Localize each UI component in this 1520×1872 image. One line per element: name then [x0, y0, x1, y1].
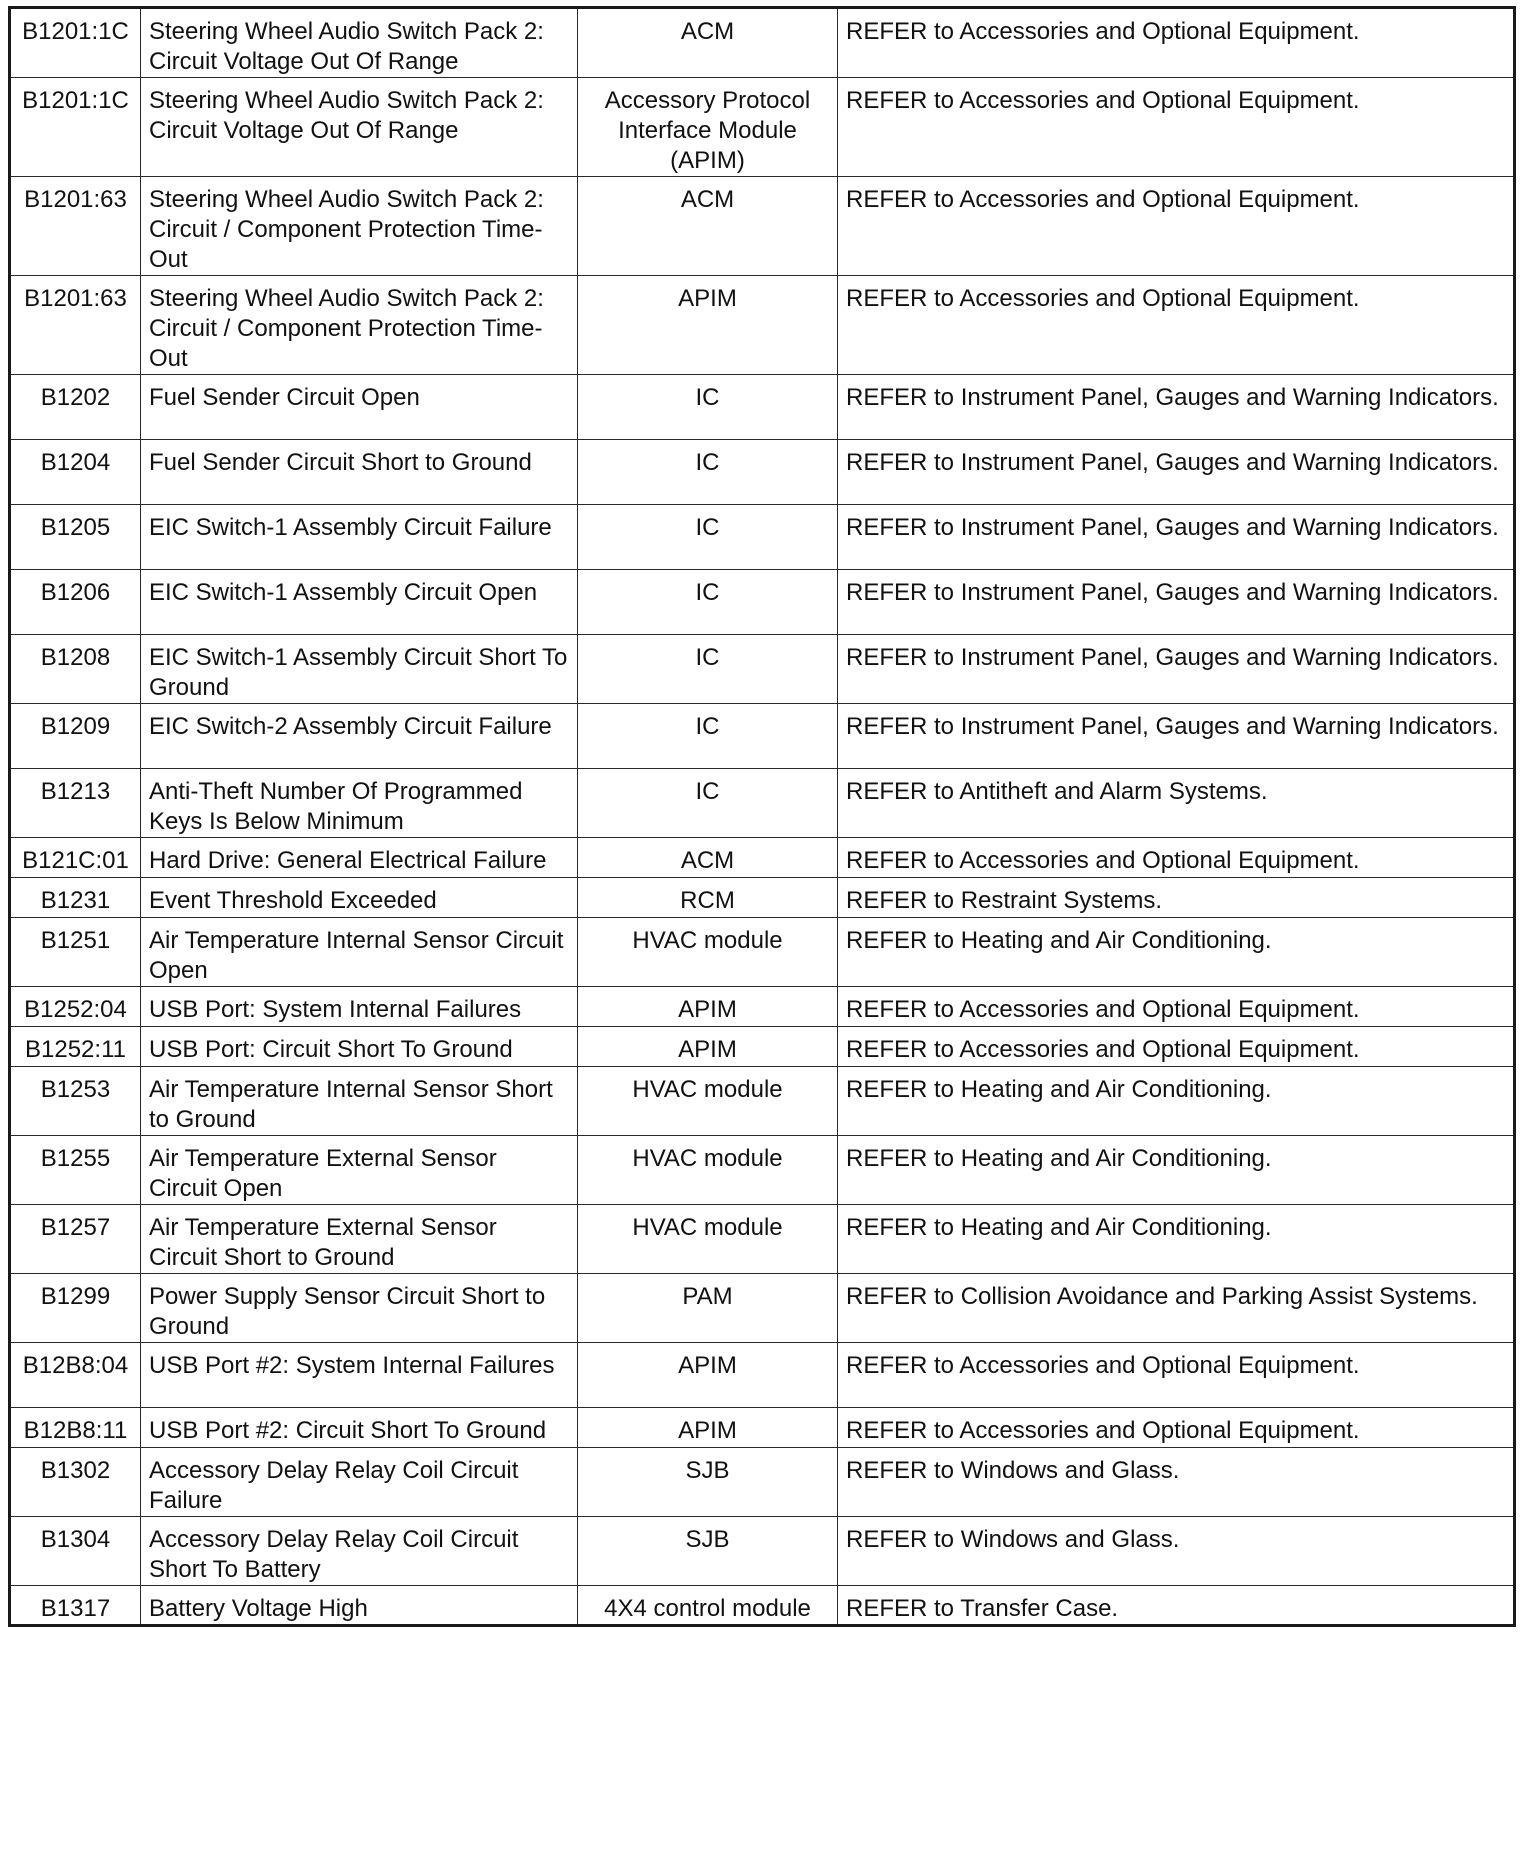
dtc-description-cell: USB Port #2: Circuit Short To Ground	[141, 1408, 578, 1448]
action-cell: REFER to Heating and Air Conditioning.	[838, 1205, 1515, 1274]
dtc-code-cell: B1299	[10, 1274, 141, 1343]
dtc-code-cell: B1253	[10, 1067, 141, 1136]
dtc-description-cell: Power Supply Sensor Circuit Short to Ground	[141, 1274, 578, 1343]
action-cell: REFER to Heating and Air Conditioning.	[838, 1067, 1515, 1136]
table-row	[10, 878, 1515, 918]
dtc-description-cell: EIC Switch-1 Assembly Circuit Failure	[141, 505, 578, 570]
action-cell: REFER to Accessories and Optional Equipment.	[838, 987, 1515, 1027]
dtc-description-cell: Steering Wheel Audio Switch Pack 2: Circuit / Component Protection Time-Out	[141, 177, 578, 276]
module-cell: IC	[578, 570, 838, 635]
action-cell: REFER to Accessories and Optional Equipment.	[838, 1408, 1515, 1448]
module-cell: ACM	[578, 8, 838, 78]
module-cell: HVAC module	[578, 1067, 838, 1136]
table-row	[10, 1586, 1515, 1626]
module-cell: APIM	[578, 276, 838, 375]
action-cell: REFER to Heating and Air Conditioning.	[838, 1136, 1515, 1205]
action-cell: REFER to Collision Avoidance and Parking Assist Systems.	[838, 1274, 1515, 1343]
table-row	[10, 1205, 1515, 1274]
dtc-code-cell: B1255	[10, 1136, 141, 1205]
module-cell: SJB	[578, 1448, 838, 1517]
dtc-code-cell: B1252:11	[10, 1027, 141, 1067]
dtc-code-cell: B1205	[10, 505, 141, 570]
dtc-description-cell: Fuel Sender Circuit Open	[141, 375, 578, 440]
action-cell: REFER to Instrument Panel, Gauges and Warning Indicators.	[838, 375, 1515, 440]
action-cell: REFER to Instrument Panel, Gauges and Warning Indicators.	[838, 505, 1515, 570]
dtc-description-cell: USB Port: Circuit Short To Ground	[141, 1027, 578, 1067]
table-row	[10, 440, 1515, 505]
dtc-table	[8, 6, 1516, 1627]
table-row	[10, 78, 1515, 177]
table-row	[10, 838, 1515, 878]
dtc-code-cell: B1251	[10, 918, 141, 987]
dtc-code-cell: B1201:63	[10, 276, 141, 375]
dtc-description-cell: Steering Wheel Audio Switch Pack 2: Circuit / Component Protection Time-Out	[141, 276, 578, 375]
table-row	[10, 505, 1515, 570]
dtc-description-cell: Fuel Sender Circuit Short to Ground	[141, 440, 578, 505]
dtc-code-cell: B1202	[10, 375, 141, 440]
action-cell: REFER to Transfer Case.	[838, 1586, 1515, 1626]
table-row	[10, 375, 1515, 440]
dtc-code-cell: B1201:63	[10, 177, 141, 276]
dtc-description-cell: Air Temperature Internal Sensor Short to Ground	[141, 1067, 578, 1136]
dtc-description-cell: EIC Switch-1 Assembly Circuit Short To Ground	[141, 635, 578, 704]
dtc-code-cell: B1208	[10, 635, 141, 704]
table-row	[10, 918, 1515, 987]
dtc-description-cell: EIC Switch-1 Assembly Circuit Open	[141, 570, 578, 635]
action-cell: REFER to Accessories and Optional Equipment.	[838, 78, 1515, 177]
dtc-code-cell: B121C:01	[10, 838, 141, 878]
module-cell: HVAC module	[578, 918, 838, 987]
dtc-code-cell: B1302	[10, 1448, 141, 1517]
module-cell: HVAC module	[578, 1205, 838, 1274]
dtc-code-cell: B1201:1C	[10, 8, 141, 78]
module-cell: APIM	[578, 987, 838, 1027]
action-cell: REFER to Accessories and Optional Equipment.	[838, 8, 1515, 78]
dtc-description-cell: Steering Wheel Audio Switch Pack 2: Circuit Voltage Out Of Range	[141, 78, 578, 177]
action-cell: REFER to Instrument Panel, Gauges and Warning Indicators.	[838, 440, 1515, 505]
module-cell: Accessory Protocol Interface Module (APIM)	[578, 78, 838, 177]
action-cell: REFER to Antitheft and Alarm Systems.	[838, 769, 1515, 838]
dtc-description-cell: Accessory Delay Relay Coil Circuit Short To Battery	[141, 1517, 578, 1586]
dtc-description-cell: Air Temperature External Sensor Circuit Open	[141, 1136, 578, 1205]
dtc-description-cell: Anti-Theft Number Of Programmed Keys Is Below Minimum	[141, 769, 578, 838]
dtc-code-cell: B12B8:04	[10, 1343, 141, 1408]
table-row	[10, 1274, 1515, 1343]
module-cell: IC	[578, 375, 838, 440]
dtc-description-cell: USB Port #2: System Internal Failures	[141, 1343, 578, 1408]
action-cell: REFER to Accessories and Optional Equipment.	[838, 838, 1515, 878]
action-cell: REFER to Windows and Glass.	[838, 1517, 1515, 1586]
table-row	[10, 1136, 1515, 1205]
table-row	[10, 704, 1515, 769]
dtc-description-cell: EIC Switch-2 Assembly Circuit Failure	[141, 704, 578, 769]
module-cell: APIM	[578, 1027, 838, 1067]
dtc-description-cell: USB Port: System Internal Failures	[141, 987, 578, 1027]
action-cell: REFER to Windows and Glass.	[838, 1448, 1515, 1517]
module-cell: APIM	[578, 1408, 838, 1448]
table-row	[10, 769, 1515, 838]
module-cell: IC	[578, 635, 838, 704]
table-row	[10, 635, 1515, 704]
table-row	[10, 570, 1515, 635]
action-cell: REFER to Accessories and Optional Equipment.	[838, 1343, 1515, 1408]
dtc-description-cell: Accessory Delay Relay Coil Circuit Failure	[141, 1448, 578, 1517]
dtc-code-cell: B1204	[10, 440, 141, 505]
dtc-code-cell: B1206	[10, 570, 141, 635]
dtc-description-cell: Event Threshold Exceeded	[141, 878, 578, 918]
module-cell: ACM	[578, 838, 838, 878]
table-row	[10, 1448, 1515, 1517]
dtc-description-cell: Air Temperature Internal Sensor Circuit Open	[141, 918, 578, 987]
dtc-description-cell: Steering Wheel Audio Switch Pack 2: Circuit Voltage Out Of Range	[141, 8, 578, 78]
dtc-code-cell: B1257	[10, 1205, 141, 1274]
dtc-code-cell: B1213	[10, 769, 141, 838]
dtc-code-cell: B1317	[10, 1586, 141, 1626]
table-row	[10, 1343, 1515, 1408]
action-cell: REFER to Instrument Panel, Gauges and Warning Indicators.	[838, 570, 1515, 635]
dtc-table-body	[10, 8, 1515, 1626]
table-row	[10, 987, 1515, 1027]
module-cell: PAM	[578, 1274, 838, 1343]
module-cell: SJB	[578, 1517, 838, 1586]
dtc-description-cell: Hard Drive: General Electrical Failure	[141, 838, 578, 878]
module-cell: HVAC module	[578, 1136, 838, 1205]
dtc-description-cell: Battery Voltage High	[141, 1586, 578, 1626]
action-cell: REFER to Instrument Panel, Gauges and Warning Indicators.	[838, 704, 1515, 769]
dtc-code-cell: B1304	[10, 1517, 141, 1586]
table-row	[10, 1408, 1515, 1448]
module-cell: IC	[578, 440, 838, 505]
module-cell: IC	[578, 769, 838, 838]
module-cell: ACM	[578, 177, 838, 276]
module-cell: IC	[578, 704, 838, 769]
module-cell: 4X4 control module	[578, 1586, 838, 1626]
module-cell: IC	[578, 505, 838, 570]
table-row	[10, 1067, 1515, 1136]
table-row	[10, 1517, 1515, 1586]
table-row	[10, 8, 1515, 78]
module-cell: RCM	[578, 878, 838, 918]
dtc-code-cell: B1201:1C	[10, 78, 141, 177]
table-row	[10, 276, 1515, 375]
module-cell: APIM	[578, 1343, 838, 1408]
action-cell: REFER to Instrument Panel, Gauges and Warning Indicators.	[838, 635, 1515, 704]
action-cell: REFER to Accessories and Optional Equipment.	[838, 276, 1515, 375]
action-cell: REFER to Accessories and Optional Equipment.	[838, 177, 1515, 276]
action-cell: REFER to Accessories and Optional Equipment.	[838, 1027, 1515, 1067]
action-cell: REFER to Heating and Air Conditioning.	[838, 918, 1515, 987]
dtc-code-cell: B12B8:11	[10, 1408, 141, 1448]
dtc-code-cell: B1252:04	[10, 987, 141, 1027]
table-row	[10, 177, 1515, 276]
action-cell: REFER to Restraint Systems.	[838, 878, 1515, 918]
dtc-code-cell: B1209	[10, 704, 141, 769]
table-row	[10, 1027, 1515, 1067]
dtc-description-cell: Air Temperature External Sensor Circuit Short to Ground	[141, 1205, 578, 1274]
dtc-code-cell: B1231	[10, 878, 141, 918]
